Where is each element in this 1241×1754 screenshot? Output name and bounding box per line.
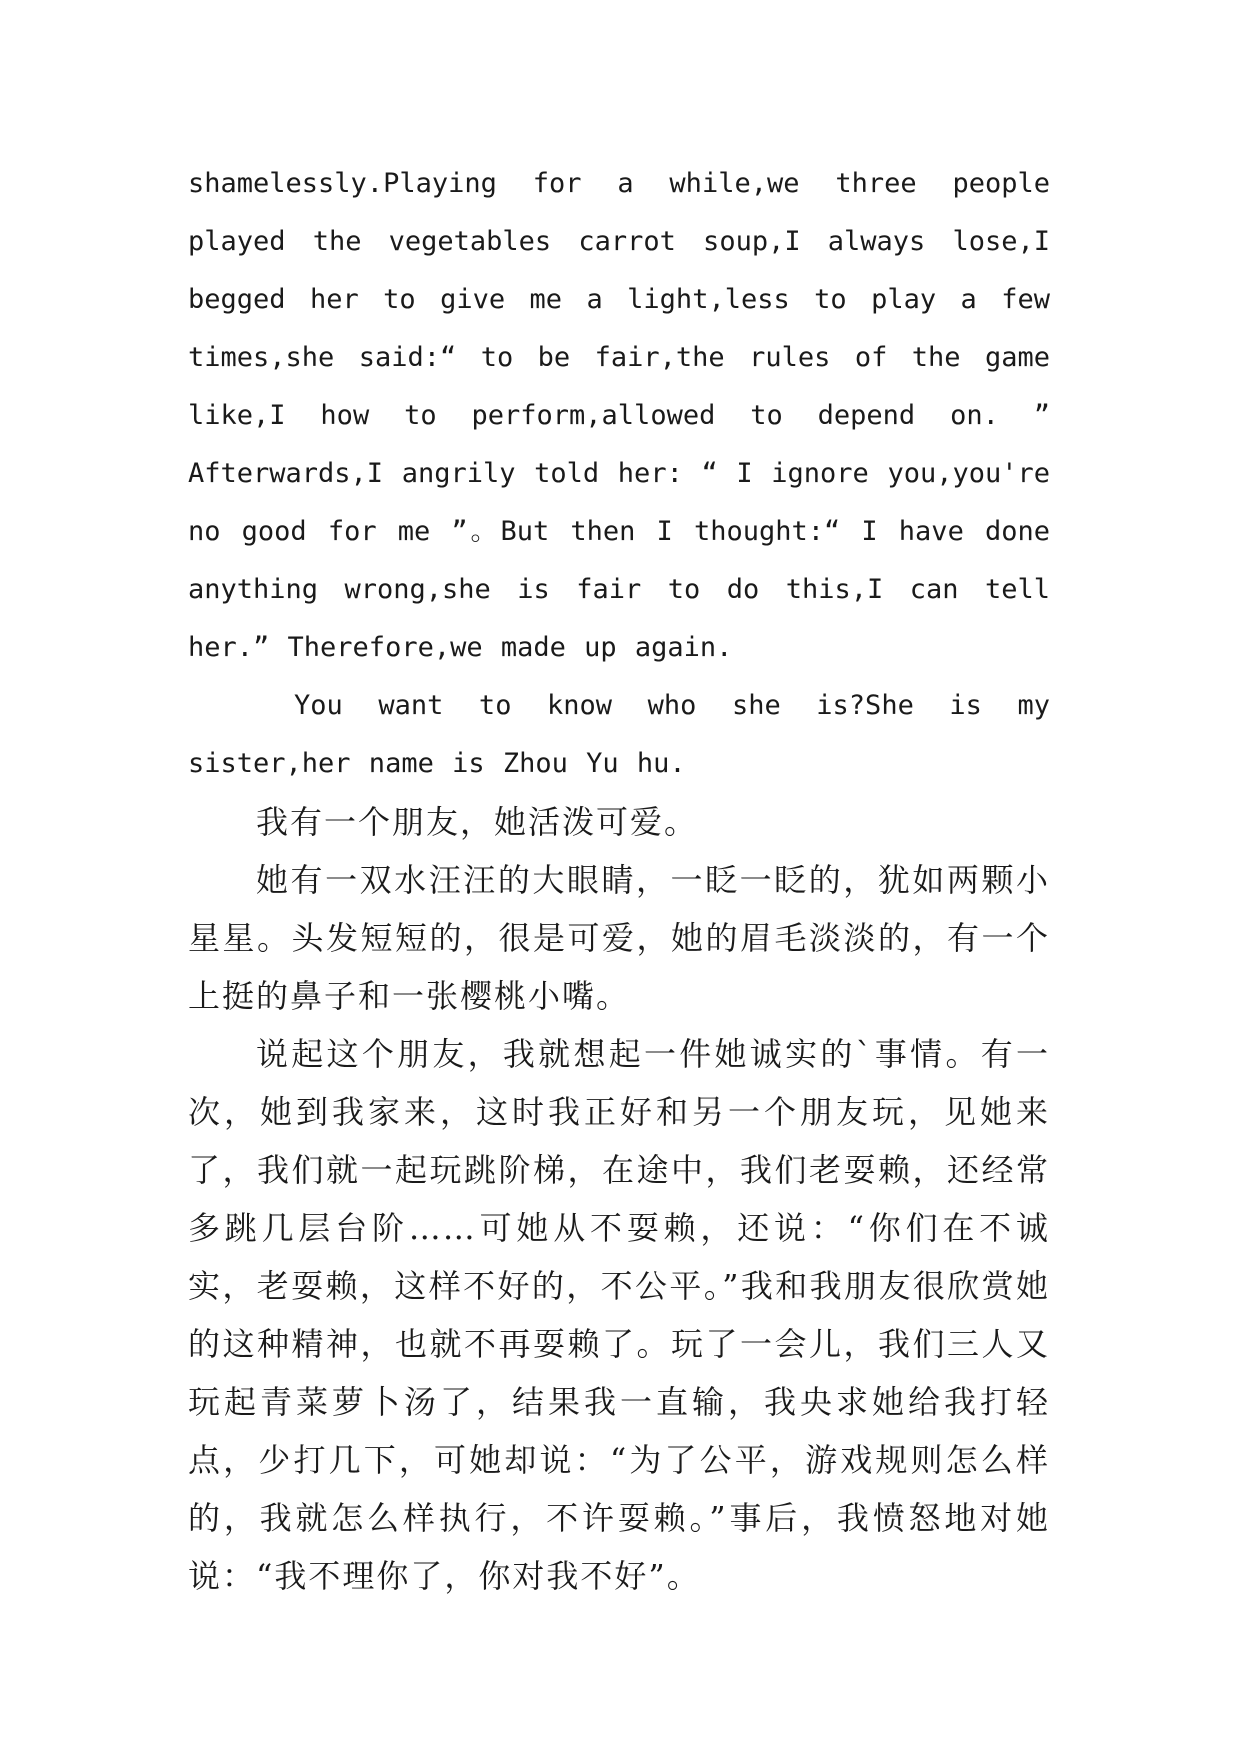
paragraph-chinese-2: 她有一双水汪汪的大眼睛，一眨一眨的，犹如两颗小星星。头发短短的，很是可爱，她的眉毛淡淡的，有一个上挺的鼻子和一张樱桃小嘴。 xyxy=(188,861,1050,1015)
paragraph-chinese-3: 说起这个朋友，我就想起一件她诚实的`事情。有一次，她到我家来，这时我正好和另一个朋友玩，见她来了，我们就一起玩跳阶梯，在途中，我们老耍赖，还经常多跳几层台阶……可她从不耍赖，还说：“你们在不诚实，老耍赖，这样不好的，不公平。”我和我朋友很欣赏她的这种精神，也就不再耍赖了。玩了一会儿，我们三人又玩起青菜萝卜汤了，结果我一直输，我央求她给我打轻点，少打几下，可她却说：“为了公平，游戏规则怎么样的，我就怎么样执行，不许耍赖。”事后，我愤怒地对她说：“我不理你了，你对我不好”。 xyxy=(188,1035,1050,1595)
paragraph-english-2: You want to know who she is?She is my sister,her name is Zhou Yu hu. xyxy=(188,690,1050,779)
document-body xyxy=(188,155,1050,1605)
paragraph-chinese-1: 我有一个朋友，她活泼可爱。 xyxy=(256,803,699,841)
paragraph-english-1: shamelessly.Playing for a while,we three people played the vegetables carrot soup,I always lose,I begged her to give me a light,less to play a few times,she said:“ to be fair,the rules of the game like,I how to perform,allowed to depend on. ” Afterwards,I angrily told her: “ I ignore you,you're no good for me ”。But then I thought:“ I have done anything wrong,she is fair to do this,I can tell her.” Therefore,we made up again. xyxy=(188,168,1050,663)
